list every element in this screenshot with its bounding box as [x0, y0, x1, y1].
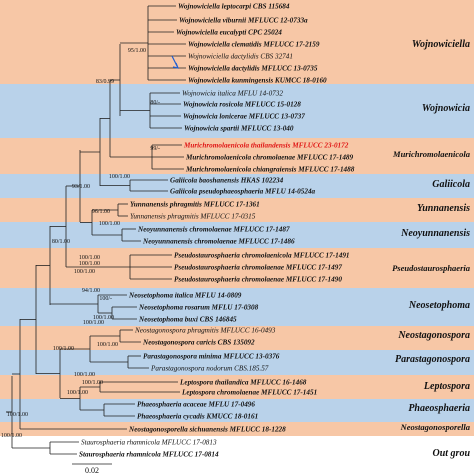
clade-label: Neoyunnanensis	[401, 228, 470, 239]
clade-label: Wojnowicia	[421, 103, 470, 114]
clade-label: Galiicola	[432, 179, 470, 190]
taxon-label: Yunnanensis phragmitis MFLUCC 17-0315	[130, 212, 256, 221]
support-value: 100/1.00	[66, 390, 88, 396]
taxon-label: Wojnowiciella eucalypti CPC 25024	[176, 28, 282, 37]
support-value: 94/1.00	[81, 288, 100, 294]
taxon-label: Wojnowicia lonicerae MFLUCC 13-0737	[183, 112, 305, 121]
taxon-label: Wojnowiciella clematidis MFLUCC 17-2159	[188, 40, 320, 49]
taxon-label: Murichromolaenicola thailandensis MFLUCC 23-0172	[184, 141, 349, 150]
scale-bar-label: 0.02	[85, 466, 99, 474]
support-value: 100/1.00	[78, 255, 100, 261]
taxon-label: Neostagonosporella sichuanensis MFLUCC 18-1228	[129, 425, 286, 434]
taxon-label: Staurosphaeria rhamnicola MFLUCC 17-0813	[81, 438, 217, 447]
taxon-label: Parastagonospora nodorum CBS.185.57	[151, 364, 269, 373]
clade-label: Phaeosphaeria	[408, 403, 470, 414]
taxon-label: Leptospora thailandica MFLUCC 16-1468	[180, 378, 307, 387]
taxon-label: Neoyunnanensis chromolaenae MFLUCC 17-1486	[143, 237, 295, 246]
support-value: 100/1.00	[82, 320, 104, 326]
taxon-label: Pseudostaurosphaeria chromolaenae MFLUCC 17-1490	[174, 275, 342, 284]
taxon-label: Wojnowicia spartii MFLUCC 13-040	[184, 124, 294, 133]
taxon-label: Neosetophoma italica MFLU 14-0809	[129, 291, 242, 300]
taxon-label: Phaeosphaeria acaceae MFLU 17-0496	[137, 400, 255, 409]
taxon-label: Wojnowicia italica MFLU 14-0732	[182, 89, 283, 98]
taxon-label: Wojnowiciella dactylidis CBS 32741	[188, 52, 293, 61]
support-value: 100/-	[99, 296, 112, 302]
taxon-label: Neostagonospora caricis CBS 135092	[143, 338, 255, 347]
support-value: 80/-	[150, 100, 160, 106]
clade-label: Yunnanensis	[417, 203, 470, 214]
support-value: 96/1.00	[91, 209, 110, 215]
taxon-label: Neosetophoma buxi CBS 146845	[139, 315, 237, 324]
clade-label: Wojnowiciella	[411, 39, 470, 50]
support-value: 95/1.00	[127, 48, 146, 54]
taxon-label: Wojnowiciella viburnii MFLUCC 12-0733a	[179, 16, 308, 25]
clade-label: Neostagonosporella	[400, 422, 470, 432]
clade-label: Murichromolaenicola	[393, 149, 470, 159]
taxon-label: Staurosphaeria rhamnicola MFLUCC 17-0814	[79, 450, 219, 459]
support-value: 100/1.00	[98, 221, 120, 227]
clade-label: Neosetophoma	[408, 300, 470, 311]
support-value: 83/0.99	[95, 79, 114, 85]
support-value: 100/1.00	[73, 372, 95, 378]
support-value: 100/1.00	[96, 342, 118, 348]
taxon-label: Pseudostaurosphaeria chromolaenicola MFLUCC 17-1491	[174, 251, 350, 260]
taxon-label: Murichromolaenicola chromolaenae MFLUCC 17-1489	[186, 153, 354, 162]
taxon-label: Phaeosphaeria cycadis KMUCC 18-0161	[137, 412, 259, 421]
support-value: 80/1.00	[51, 239, 70, 245]
support-value: 99/-	[150, 146, 160, 152]
taxon-label: Neoyunnanensis chromolaenae MFLUCC 17-1487	[138, 225, 290, 234]
taxon-label: Neostagonospora phragmitis MFLUCC 16-0493	[135, 326, 276, 335]
support-value: 100/1.00	[78, 261, 100, 267]
taxon-label: Pseudostaurosphaeria chromolaenae MFLUCC 17-1497	[174, 263, 342, 272]
taxon-label: Murichromolaenicola chiangraiensis MFLUCC 17-1488	[186, 165, 355, 174]
taxon-label: Wojnowiciella leptocarpi CBS 115684	[178, 2, 290, 11]
clade-label: Parastagonospora	[394, 354, 470, 365]
support-value: 100/1.00	[73, 269, 95, 275]
taxon-label: Wojnowiciella kunmingensis KUMCC 18-0160	[188, 76, 327, 85]
arrow-icon	[172, 56, 178, 68]
taxon-label: Parastagonospora minima MFLUCC 13-0376	[143, 352, 280, 361]
support-value: 93/1.00	[71, 184, 90, 190]
taxon-label: Leptospora chromolaenae MFLUCC 17-1451	[182, 388, 318, 397]
support-value: 100/1.00	[0, 433, 22, 439]
clade-label: Leptospora	[423, 381, 470, 392]
taxon-label: Galiicola baoshanensis HKAS 102234	[170, 176, 284, 185]
support-value: 100/1.00	[81, 380, 103, 386]
support-value: 100/1.00	[6, 412, 28, 418]
taxon-label: Wojnowiciella dactylidis MFLUCC 13-0735	[188, 64, 318, 73]
taxon-label: Yunnanensis phragmitis MFLUCC 17-1361	[130, 200, 260, 209]
clade-label: Out grou	[432, 448, 470, 459]
clade-label: Pseudostaurosphaeria	[392, 263, 470, 273]
support-value: 100/1.00	[108, 174, 130, 180]
taxon-label: Wojnowicia rosicola MFLUCC 15-0128	[183, 100, 301, 109]
support-value: 100/1.00	[52, 346, 74, 352]
taxon-label: Neosetophoma rosarum MFLU 17-0308	[139, 303, 259, 312]
taxon-label: Galiicola pseudophaeosphaeria MFLU 14-0524a	[170, 187, 316, 196]
clade-label: Neostagonospora	[398, 330, 470, 341]
support-value: 100/1.00	[92, 315, 114, 321]
